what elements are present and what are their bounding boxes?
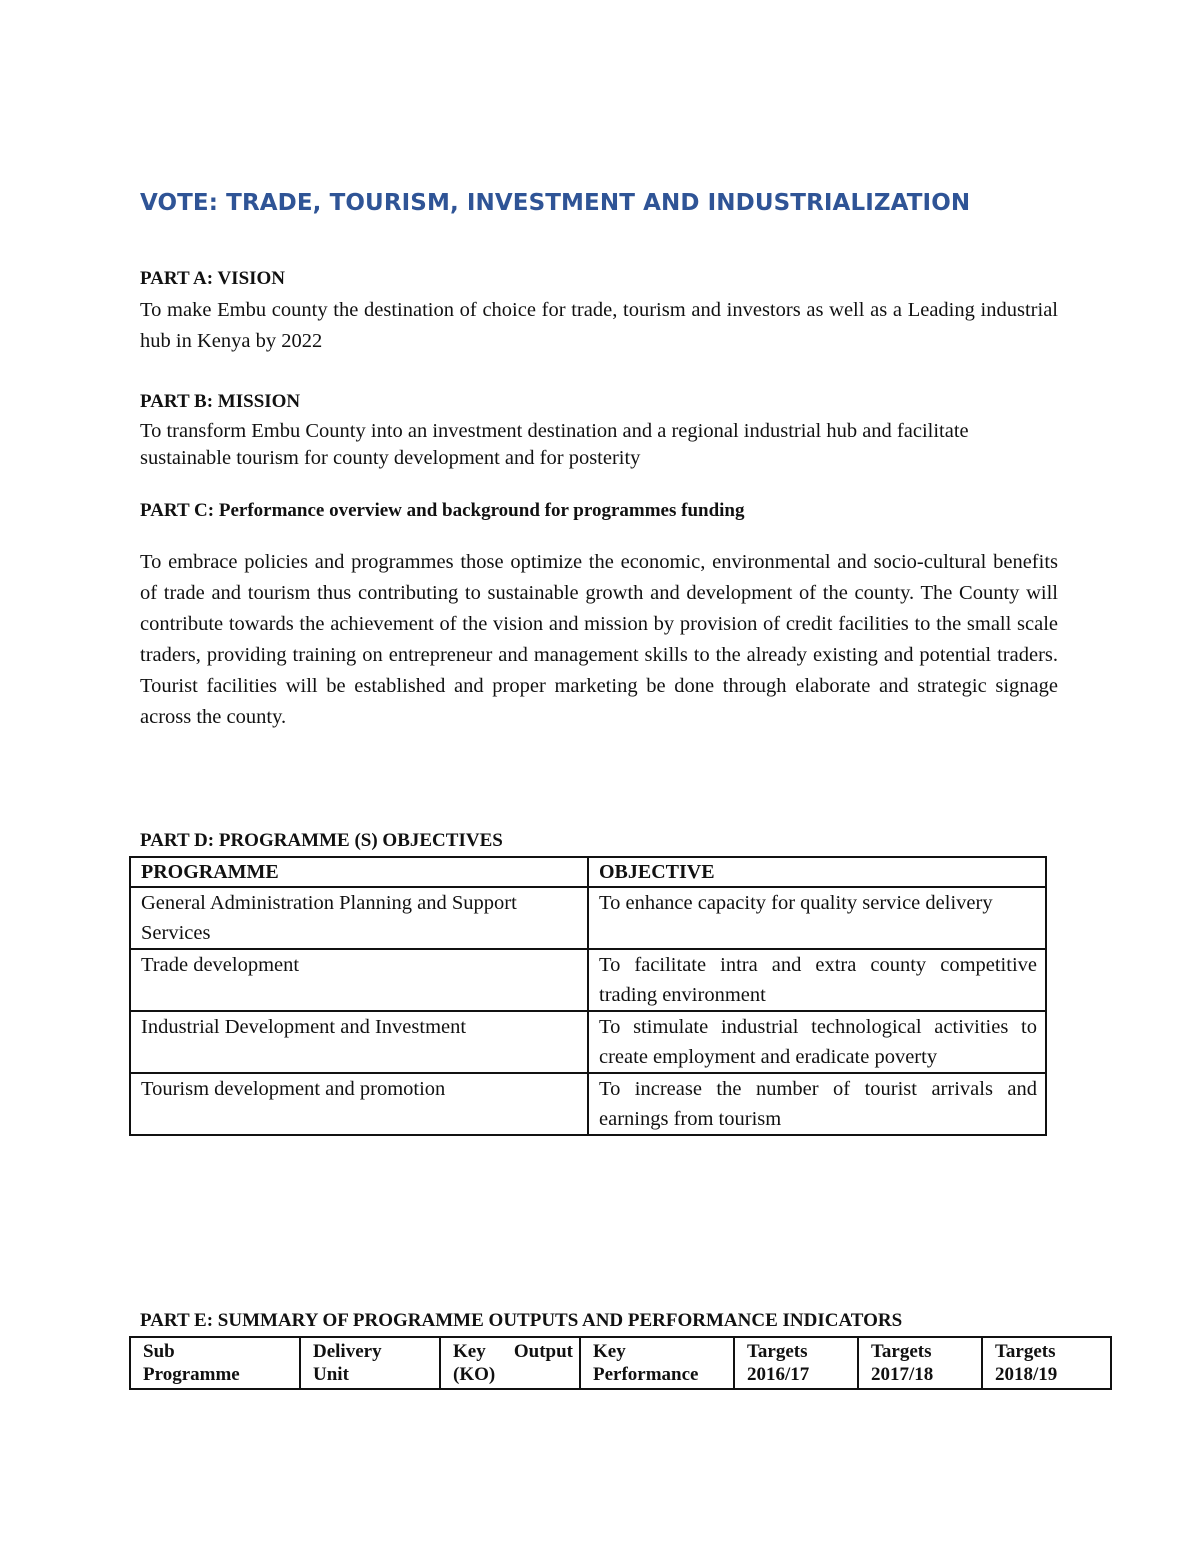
targets-2016-header: [734, 1337, 858, 1389]
objective-cell: To increase the number of tourist arrivals and earnings from tourism: [588, 1073, 1046, 1135]
objective-cell: To facilitate intra and extra county competitive trading environment: [588, 949, 1046, 1011]
part-a-heading: PART A: VISION: [140, 268, 286, 289]
header-line-1: Delivery: [313, 1341, 382, 1362]
programme-column-header: PROGRAMME: [130, 857, 588, 887]
programme-objectives-table: [129, 856, 1047, 1136]
header-line-1: Sub: [143, 1341, 175, 1362]
table-header-row: [130, 1337, 1111, 1389]
programme-cell: General Administration Planning and Support Services: [130, 887, 588, 949]
key-performance-header: [580, 1337, 734, 1389]
table-row: [130, 1073, 1046, 1135]
vision-text: To make Embu county the destination of choice for trade, tourism and investors as well as a Leading industrial hub in Kenya by 2022: [140, 299, 1058, 352]
programme-cell: Industrial Development and Investment: [130, 1011, 588, 1073]
header-line-2: Unit: [313, 1364, 349, 1385]
part-c-heading: PART C: Performance overview and background for programmes funding: [140, 500, 745, 521]
table-header-row: [130, 857, 1046, 887]
header-line-2: Programme: [143, 1364, 240, 1385]
objective-cell: To enhance capacity for quality service delivery: [588, 887, 1046, 949]
part-e-heading: PART E: SUMMARY OF PROGRAMME OUTPUTS AND PERFORMANCE INDICATORS: [140, 1310, 903, 1331]
key-output-header: [440, 1337, 580, 1389]
part-d-heading: PART D: PROGRAMME (S) OBJECTIVES: [140, 830, 503, 851]
vote-title: VOTE: TRADE, TOURISM, INVESTMENT AND INDUSTRIALIZATION: [140, 190, 971, 216]
sub-programme-header: [130, 1337, 300, 1389]
objective-column-header: OBJECTIVE: [588, 857, 1046, 887]
programme-outputs-table: [129, 1336, 1112, 1390]
performance-overview-text: To embrace policies and programmes those optimize the economic, environmental and socio-cultural benefits of trade and tourism thus contributing to sustainable growth and development of the county. The County will contribute towards the achievement of the vision and mission by provision of credit facilities to the small scale traders, providing training on entrepreneur and management skills to the already existing and potential traders. Tourist facilities will be established and proper marketing be done through elaborate and strategic signage across the county.: [140, 551, 1058, 728]
programme-cell: Tourism development and promotion: [130, 1073, 588, 1135]
targets-2017-header: [858, 1337, 982, 1389]
targets-2018-header: [982, 1337, 1111, 1389]
table-row: [130, 887, 1046, 949]
header-line-2: 2016/17: [747, 1364, 810, 1385]
objective-cell: To stimulate industrial technological activities to create employment and eradicate poverty: [588, 1011, 1046, 1073]
header-line-1: Targets: [995, 1341, 1056, 1362]
programme-cell: Trade development: [130, 949, 588, 1011]
header-line-2: Performance: [593, 1364, 699, 1385]
header-line-2: (KO): [453, 1364, 496, 1385]
header-line-1: Key Output: [453, 1341, 573, 1362]
header-line-1: Targets: [747, 1341, 808, 1362]
part-b-heading: PART B: MISSION: [140, 391, 301, 412]
header-line-1: Targets: [871, 1341, 932, 1362]
table-row: [130, 949, 1046, 1011]
header-line-2: 2018/19: [995, 1364, 1058, 1385]
mission-text: To transform Embu County into an investment destination and a regional industrial hub and facilitate sustainable tourism for county development and for posterity: [140, 420, 969, 469]
header-line-1: Key: [593, 1341, 626, 1362]
delivery-unit-header: [300, 1337, 440, 1389]
table-row: [130, 1011, 1046, 1073]
header-line-2: 2017/18: [871, 1364, 934, 1385]
